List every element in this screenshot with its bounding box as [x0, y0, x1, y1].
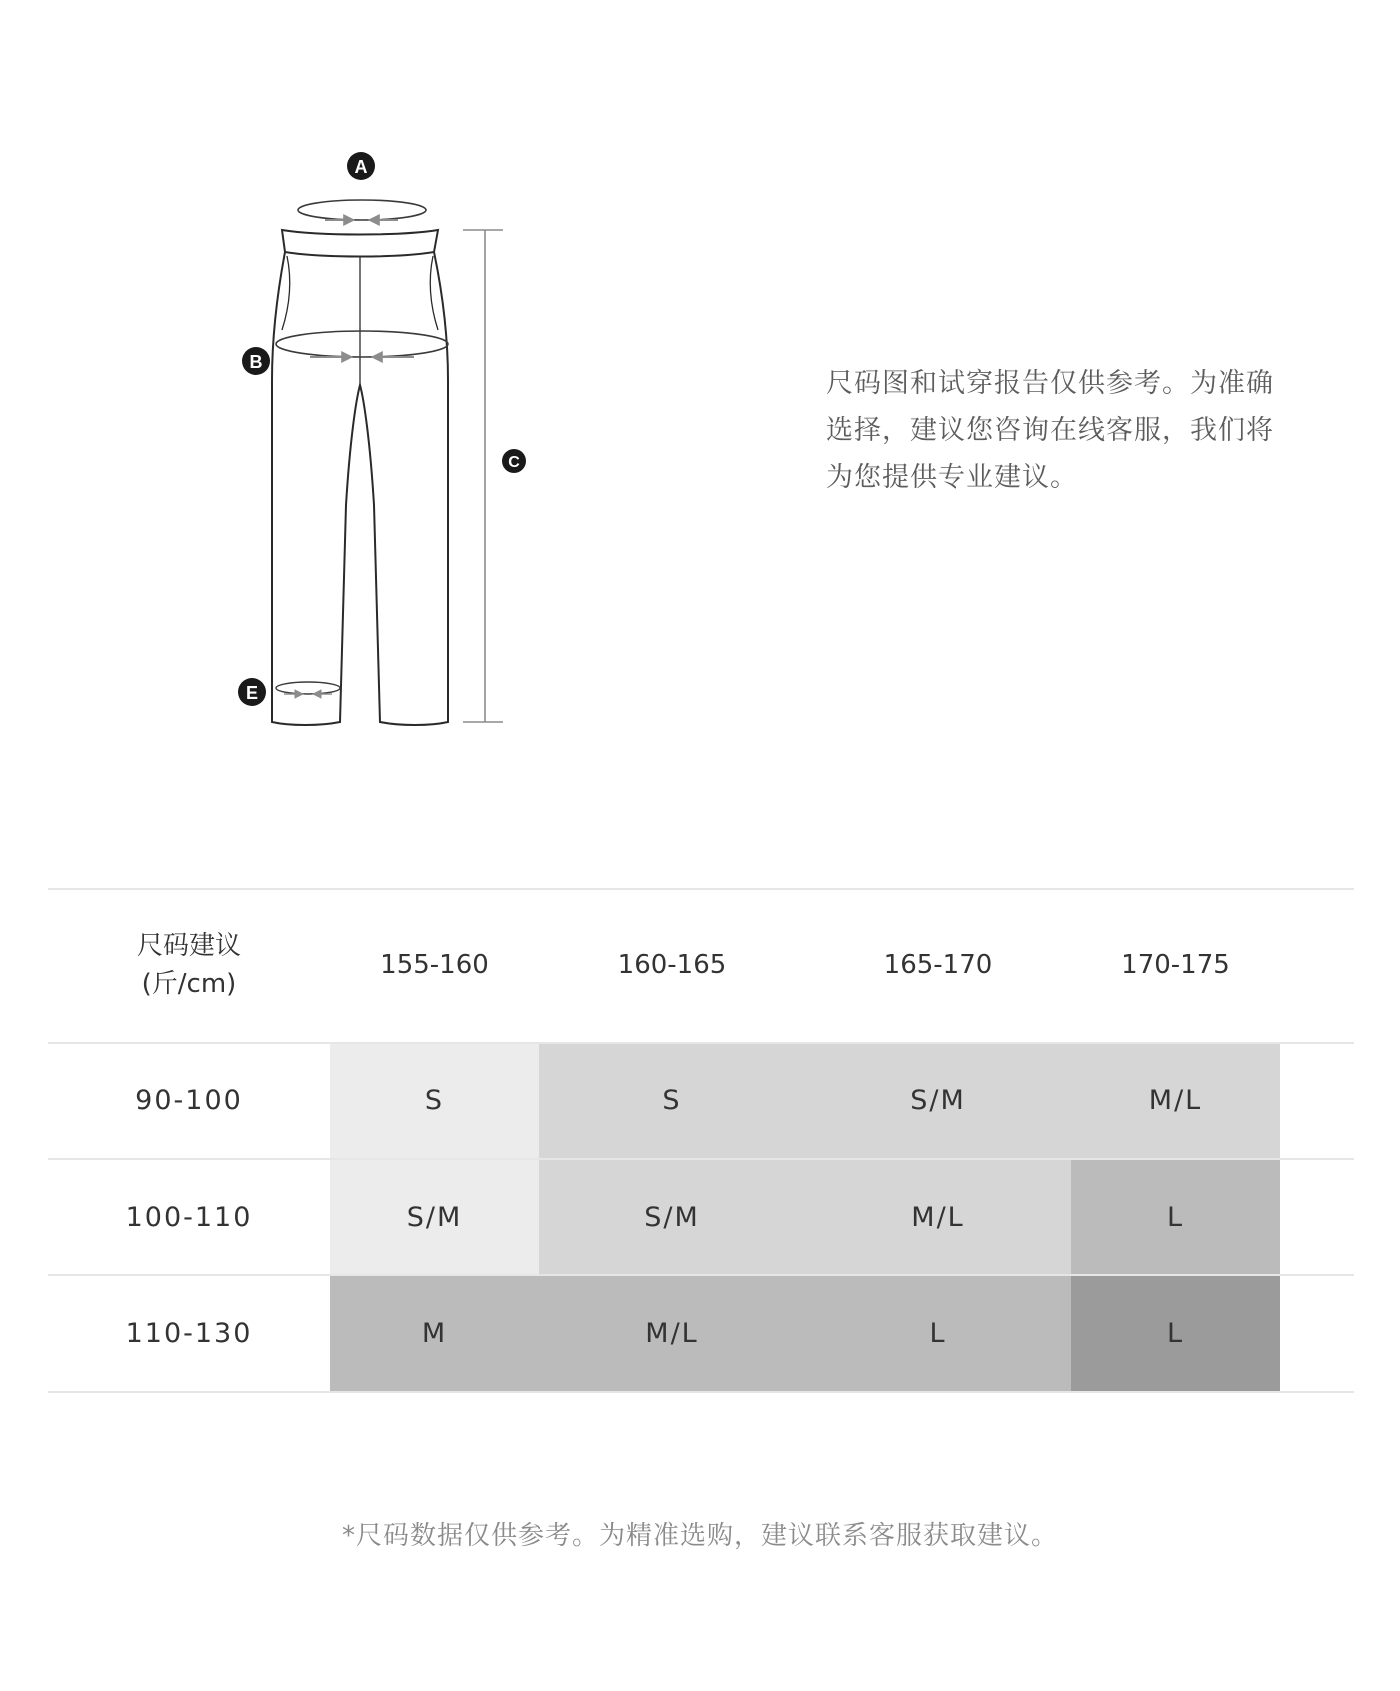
size-cell: M	[421, 1318, 448, 1349]
size-cell: S/M	[910, 1085, 966, 1116]
note-line-3: 为您提供专业建议。	[826, 462, 1078, 493]
svg-text:E: E	[245, 683, 259, 703]
corner-unit: (斤/cm)	[141, 969, 237, 999]
footer-disclaimer: *尺码数据仅供参考。为精准选购，建议联系客服获取建议。	[341, 1521, 1058, 1551]
size-cell: M/L	[1148, 1085, 1203, 1116]
size-cell: M/L	[911, 1201, 965, 1233]
row-label: 110-130	[125, 1318, 253, 1349]
row-label: 90-100	[135, 1085, 243, 1116]
trousers-measurement-diagram	[0, 0, 700, 780]
svg-text:B: B	[249, 352, 263, 372]
hip-measure-arrow	[276, 331, 448, 357]
column-header: 160-165	[617, 950, 727, 980]
hem-measure-arrow	[276, 682, 340, 694]
size-cell: S/M	[644, 1201, 700, 1233]
marker-a	[347, 152, 375, 180]
trousers-outline	[272, 230, 448, 725]
size-cell: L	[1166, 1318, 1185, 1349]
column-header: 165-170	[883, 950, 993, 980]
column-header: 170-175	[1121, 950, 1230, 980]
table-corner-header	[48, 888, 330, 1042]
corner-label: 尺码建议	[136, 931, 241, 961]
note-line-1: 尺码图和试穿报告仅供参考。为准确	[826, 368, 1274, 399]
size-cell: M/L	[645, 1318, 699, 1349]
svg-text:C: C	[508, 454, 520, 471]
row-label: 100-110	[125, 1201, 253, 1233]
marker-b	[242, 347, 270, 375]
marker-e	[238, 678, 266, 706]
size-cell: L	[929, 1318, 947, 1349]
size-disclaimer-note	[826, 360, 1276, 501]
note-line-2: 选择，建议您咨询在线客服，我们将	[826, 415, 1274, 446]
size-cell: L	[1166, 1201, 1185, 1233]
waist-measure-arrow	[298, 200, 426, 220]
size-cell: S	[424, 1085, 445, 1116]
length-measure-line	[463, 230, 503, 722]
marker-c	[502, 449, 526, 473]
size-recommendation-table	[48, 888, 1354, 1398]
size-cell: S/M	[406, 1201, 463, 1233]
svg-text:A: A	[354, 157, 368, 177]
column-header: 155-160	[380, 950, 489, 980]
size-cell: S	[662, 1085, 682, 1116]
